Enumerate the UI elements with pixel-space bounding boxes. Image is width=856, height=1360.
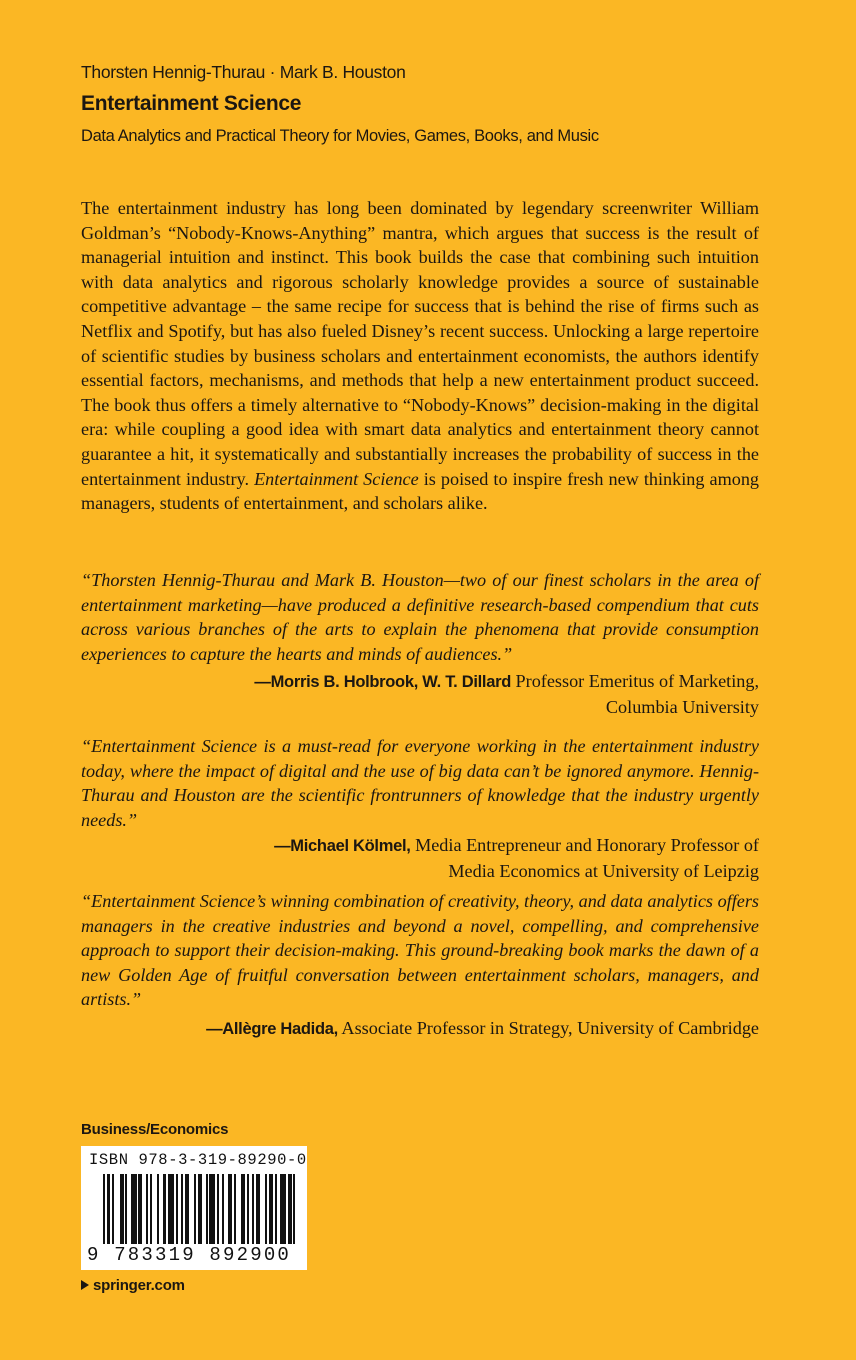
endorser-name-2: —Michael Kölmel, [274,837,411,855]
endorser-affiliation-1: Columbia University [605,696,759,717]
book-subtitle: Data Analytics and Practical Theory for Movies, Games, Books, and Music [81,127,599,145]
endorser-role-1: Professor Emeritus of Marketing, [510,671,759,691]
endorser-name-1: —Morris B. Holbrook, W. T. Dillard [254,673,511,691]
barcode-bar [265,1174,267,1244]
endorsement-quote-1: “Thorsten Hennig-Thurau and Mark B. Houston—two of our finest scholars in the area of entertainment marketing—have produced a definitive research-based compendium that cuts across various branches of the arts to explain the phenomena that provide consumption experiences to capture the hearts and minds of audiences.” [81,570,759,664]
endorser-role-3: Associate Professor in Strategy, University of Cambridge [337,1018,759,1038]
endorser-name-3: —Allègre Hadida, [206,1020,338,1038]
barcode-bar [185,1174,189,1244]
barcode-bar [107,1174,111,1244]
barcode-bar [112,1174,114,1244]
isbn-barcode [81,1146,307,1270]
barcode-bar [120,1174,124,1244]
arrow-right-icon [81,1280,89,1290]
barcode-bar [228,1174,232,1244]
endorser-affiliation-2: Media Economics at University of Leipzig [448,860,759,881]
barcode-bar [241,1174,245,1244]
endorsement-attribution-2 [81,833,759,883]
endorsement-quote-2: “Entertainment Science is a must-read for everyone working in the entertainment industry today, where the impact of digital and the use of big data can’t be ignored anymore. Hennig-Thurau and Houston are the scientific frontrunners of knowledge that the industry urgently needs.” [81,736,759,830]
endorsement-quote-3: “Entertainment Science’s winning combination of creativity, theory, and data analytics offers managers in the creative industries and beyond a novel, compelling, and comprehensive approach to support their decision-making. This ground-breaking book marks the dawn of a new Golden Age of fruitful conversation between entertainment scholars, managers, and artists.” [81,891,759,1010]
barcode-bar [194,1174,196,1244]
barcode-bar [150,1174,152,1244]
book-description [81,196,759,516]
publisher-website[interactable] [81,1277,185,1294]
endorsement-attribution-3 [81,1016,759,1042]
endorser-role-2: Media Entrepreneur and Honorary Professor of [410,835,759,855]
barcode-bar [146,1174,148,1244]
barcode-bar [252,1174,254,1244]
barcode-bar [206,1174,208,1244]
barcode-bar [288,1174,292,1244]
website-label: springer.com [93,1277,185,1294]
barcode-bar [181,1174,183,1244]
barcode-bar [209,1174,215,1244]
barcode-bar [131,1174,137,1244]
description-book-title: Entertainment Science [254,468,419,489]
barcode-bar [168,1174,174,1244]
barcode-bar [293,1174,295,1244]
barcode-bar [222,1174,224,1244]
barcode-bar [217,1174,219,1244]
authors-line: Thorsten Hennig-Thurau · Mark B. Houston [81,62,406,82]
barcode-bar [198,1174,202,1244]
barcode-bar [247,1174,249,1244]
endorsement-attribution-1 [81,669,759,719]
barcode-bars [103,1174,299,1244]
barcode-bar [103,1174,105,1244]
barcode-bar [125,1174,127,1244]
barcode-bar [176,1174,178,1244]
book-title: Entertainment Science [81,92,302,115]
barcode-bar [138,1174,142,1244]
barcode-bar [280,1174,286,1244]
description-main: The entertainment industry has long been dominated by legendary screenwriter William Goldman’s “Nobody-Knows-Anything” mantra, which argues that success is the result of managerial intuition and instinct. This book builds the case that combining such intuition with data analytics and rigorous scholarly knowledge provides a source of sustainable competitive advantage – the same recipe for success that is behind the rise of firms such as Netflix and Spotify, but has also fueled Disney’s recent success. Unlocking a large repertoire of scientific studies by business scholars and entertainment economists, the authors identify essential factors, mechanisms, and methods that help a new entertainment product succeed. The book thus offers a timely alternative to “Nobody-Knows” decision-making in the digital era: while coupling a good idea with smart data analytics and entertainment theory cannot guarantee a hit, it systematically and substantially increases the probability of success in the entertainment industry. [81,198,759,489]
barcode-bar [275,1174,277,1244]
isbn-number: ISBN 978-3-319-89290-0 [89,1151,307,1169]
barcode-bar [157,1174,159,1244]
description-closing: is poised to inspire fresh new thinking among managers, students of entertainment, and scholars alike. [81,468,760,514]
subject-category: Business/Economics [81,1121,229,1138]
ean-digits: 9 783319 892900 [87,1244,292,1266]
barcode-bar [256,1174,260,1244]
barcode-bar [269,1174,273,1244]
barcode-bar [234,1174,236,1244]
barcode-bar [163,1174,167,1244]
